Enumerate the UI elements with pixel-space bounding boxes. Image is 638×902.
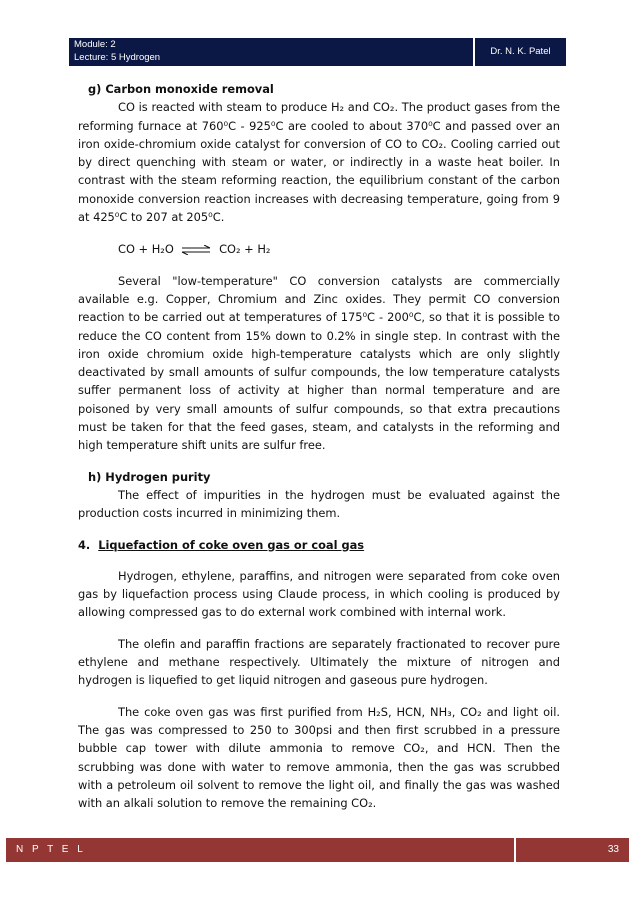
section-g-paragraph-1: CO is reacted with steam to produce H₂ and CO₂. The product gases from the reforming furnace at 760⁰C - 925⁰C are cooled to about 370⁰C and passed over an iron oxide-chromium oxide catalyst for conversion of CO to CO₂. Cooling carried out by direct quenching with steam or water, or indirectly in a waste heat boiler. In contrast with the steam reforming reaction, the equilibrium constant of the carbon monoxide conversion reaction increases with decreasing temperature, going from 9 at 425⁰C to 207 at 205⁰C. [78, 100, 560, 225]
equation-right: CO₂ + H₂ [219, 242, 271, 257]
header-module: Module: 2 [74, 39, 116, 50]
page-header [69, 38, 566, 66]
footer-divider [514, 838, 516, 862]
equation-left: CO + H₂O [118, 242, 174, 257]
section-4-title [78, 536, 560, 554]
page-content [78, 80, 560, 812]
header-author: Dr. N. K. Patel [475, 38, 566, 66]
header-lecture: Lecture: 5 Hydrogen [74, 52, 161, 63]
section-h-paragraph: The effect of impurities in the hydrogen must be evaluated against the production costs incurred in minimizing them. [78, 487, 560, 521]
section-4-paragraph-2: The olefin and paraffin fractions are separately fractionated to recover pure ethylene and methane respectively. Ultimately the mixture of nitrogen and hydrogen is liquefied to get liquid nitrogen and gaseous pure hydrogen. [78, 636, 560, 688]
section-g-title: g) Carbon monoxide removal [88, 82, 274, 96]
equilibrium-arrow-icon [181, 245, 211, 255]
section-g-paragraph-2: Several "low-temperature" CO conversion catalysts are commercially available e.g. Copper, Chromium and Zinc oxides. They permit CO conversion reaction to be carried out at temperatures of 175⁰C - 200⁰C, so that it is possible to reduce the CO content from 15% down to 0.2% in single step. In contrast with the iron oxide chromium oxide high-temperature catalysts which are only slightly deactivated by small amounts of sulfur compounds, the low temperature catalysts suffer permanent loss of activity at higher than normal temperature and are poisoned by very small amounts of sulfur compounds, so that extra precautions must be taken for that the feed gases, steam, and catalysts in the reforming and high temperature shift units are sulfur free. [78, 273, 560, 453]
footer-page-number: 33 [607, 844, 619, 855]
footer-brand: N P T E L [16, 844, 86, 855]
section-4-number: 4. [78, 537, 91, 552]
section-h-title: h) Hydrogen purity [88, 469, 211, 484]
section-4-paragraph-1: Hydrogen, ethylene, paraffins, and nitrogen were separated from coke oven gas by liquefaction process using Claude process, in which cooling is produced by allowing compressed gas to do external work combined with internal work. [78, 568, 560, 620]
page-footer [6, 838, 629, 862]
equation [78, 240, 560, 258]
section-4-paragraph-3: The coke oven gas was first purified from H₂S, HCN, NH₃, CO₂ and light oil. The gas was compressed to 250 to 300psi and then first scrubbed in a pressure bubble cap tower with dilute ammonia to remove CO₂, and HCN. Then the scrubbing was done with water to remove ammonia, then the gas was scrubbed with a petroleum oil solvent to remove the light oil, and finally the gas was washed with an alkali solution to remove the remaining CO₂. [78, 704, 560, 811]
header-module-box [69, 38, 473, 66]
section-4-heading: Liquefaction of coke oven gas or coal gas [98, 537, 365, 552]
